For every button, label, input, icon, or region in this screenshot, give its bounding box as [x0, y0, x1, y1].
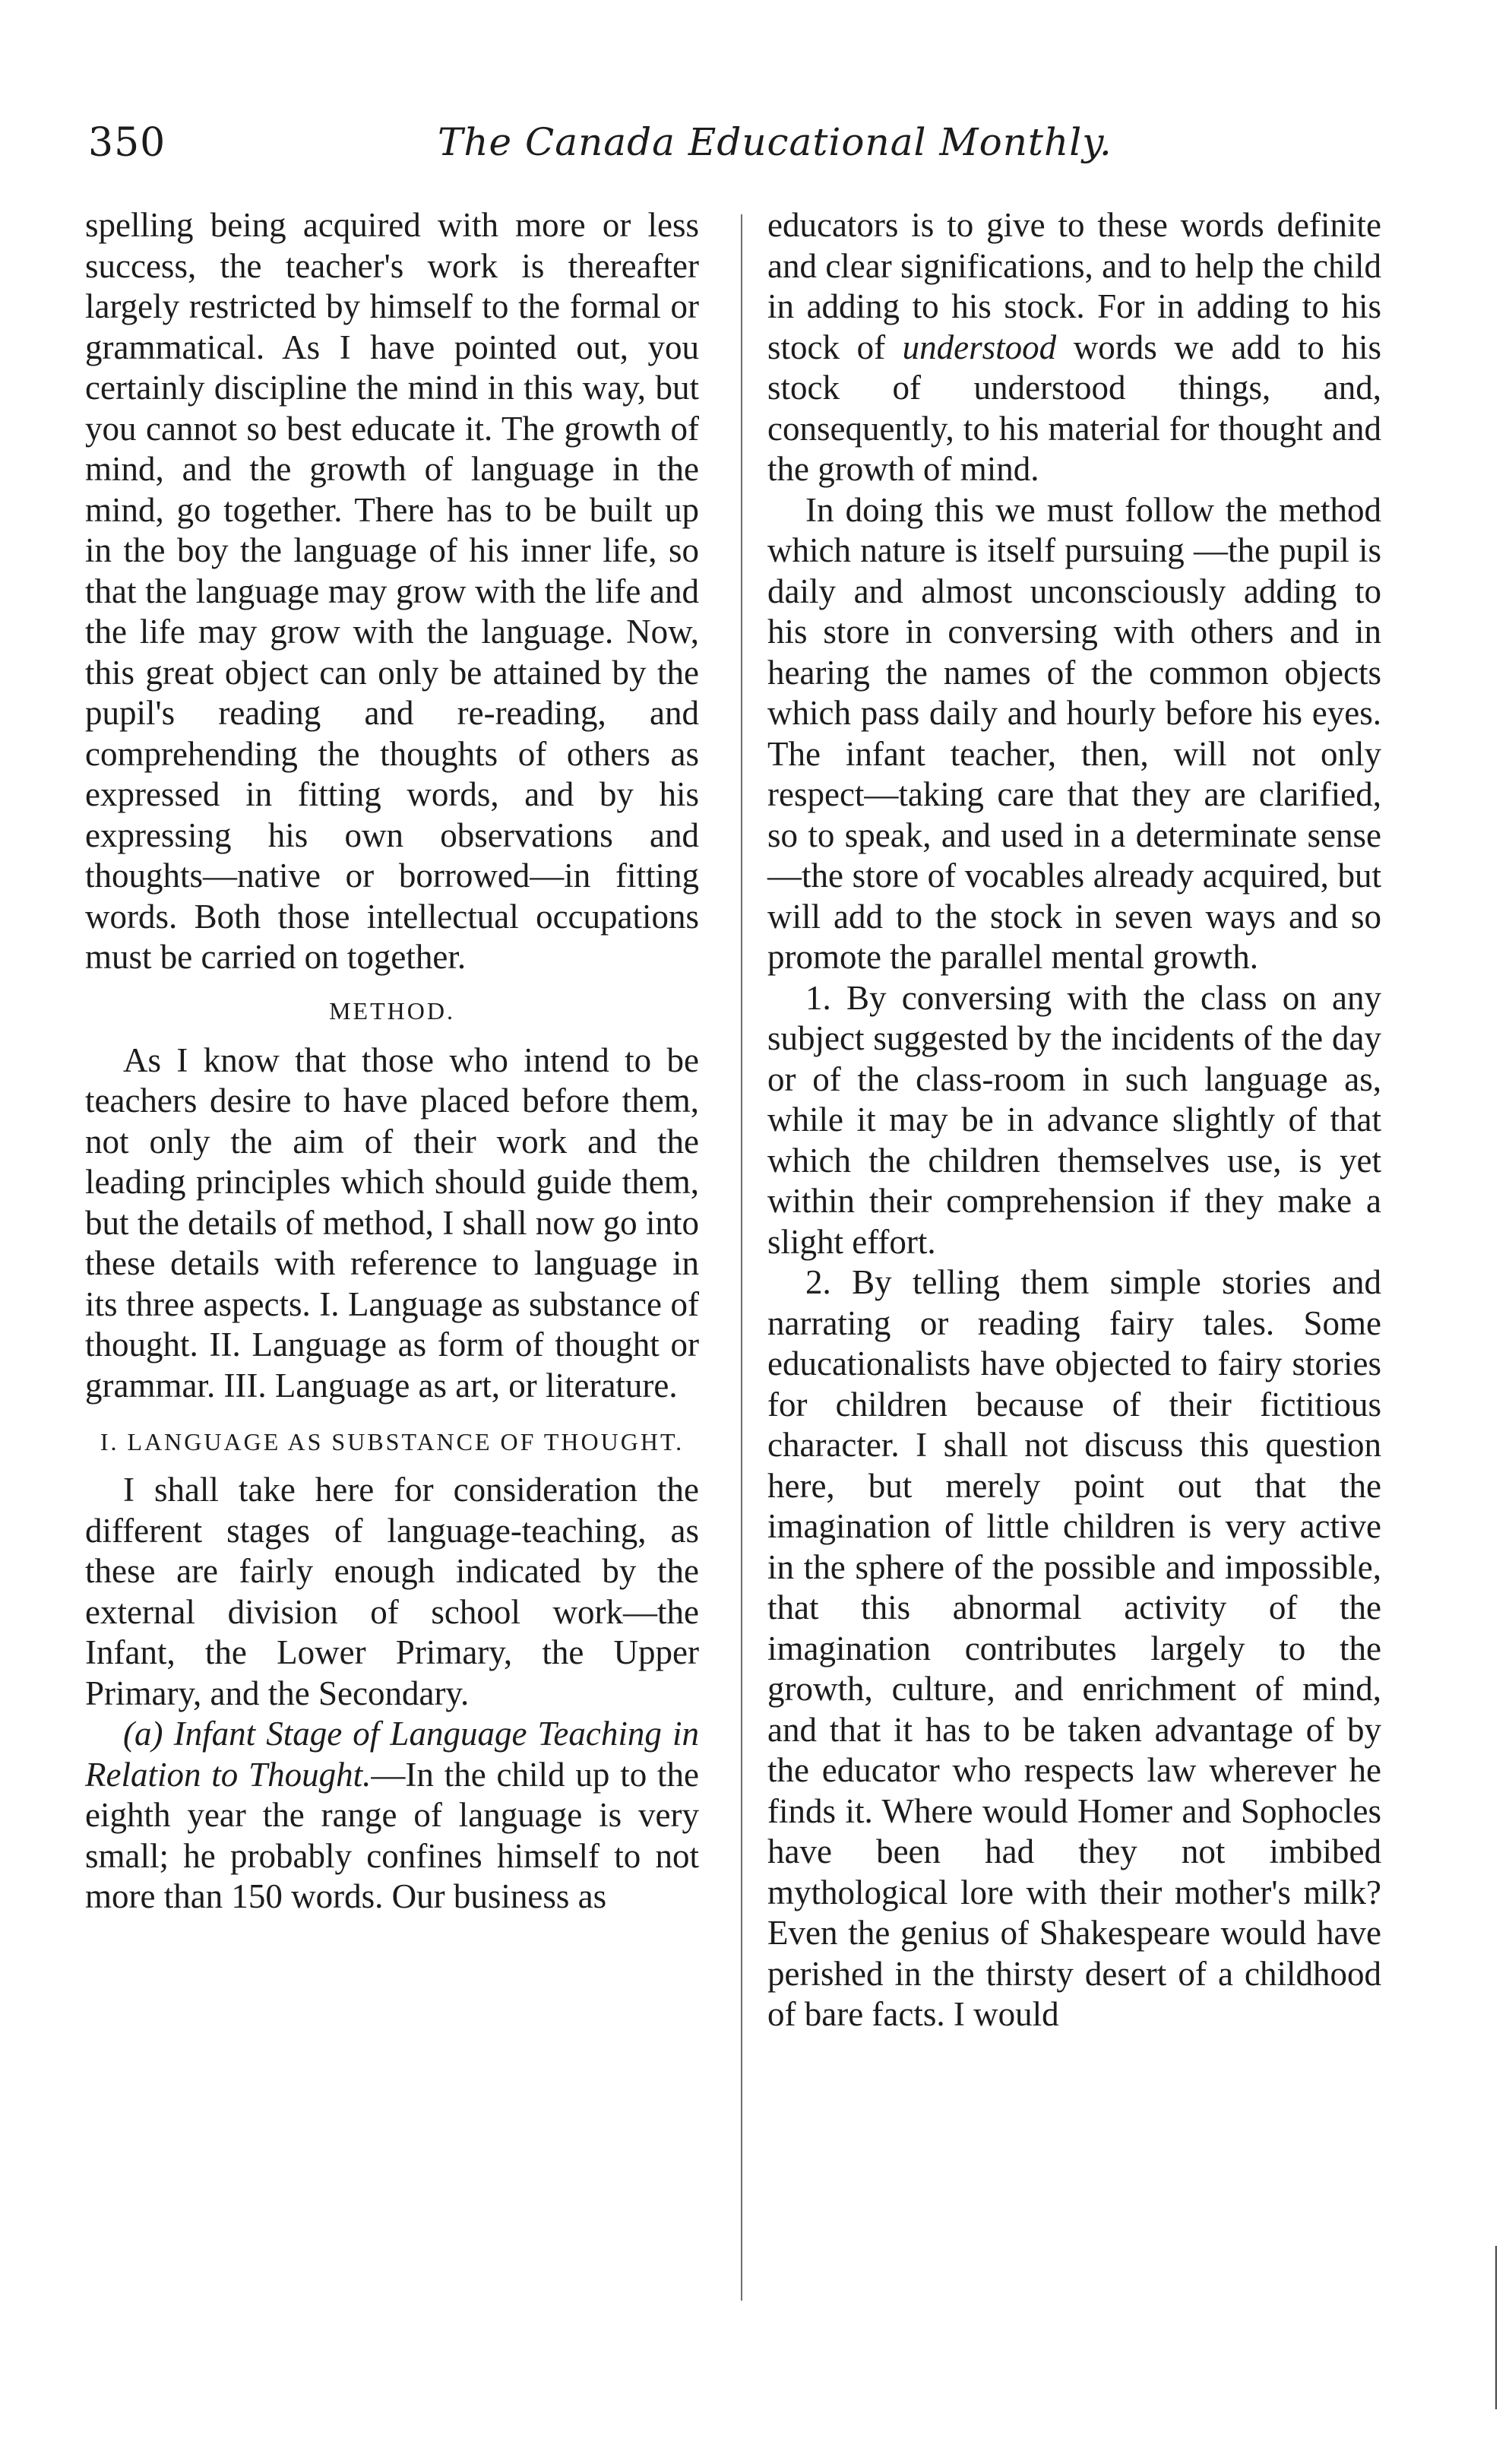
- column-divider: [741, 214, 742, 2301]
- page-number: 350: [88, 120, 166, 166]
- subsection-label: (a): [123, 1715, 163, 1753]
- paragraph: 1. By conversing with the class on any subject suggested by the incidents of the day or of the class-room in such language as, while it may be in advance slightly of that which the children themselves use, is yet within their comprehension if they make a slight effort.: [767, 978, 1381, 1261]
- emphasized-word: understood: [902, 328, 1057, 366]
- paragraph: In doing this we must follow the method which nature is itself pursuing —the pupil is daily and almost unconsciously adding to his store in conversing with others and in hearing the names of the common objects which pass daily and hourly before his eyes. The infant teacher, then, will not only respect—taking care that they are clarified, so to speak, and used in a determinate sense—the store of vocables already acquired, but will add to the stock in seven ways and so promote the parallel mental growth.: [767, 490, 1381, 976]
- scan-edge-line: [1495, 2246, 1497, 2409]
- paragraph: spelling being acquired with more or less success, the teacher's work is thereafter largely restricted by himself to the formal or grammatical. As I have pointed out, you certainly discipline the mind in this way, but you cannot so best educate it. The growth of mind, and the growth of language in the mind, go together. There has to be built up in the boy the language of his inner life, so that the language may grow with the life and the life may grow with the language. Now, this great object can only be attained by the pupil's reading and re-reading, and comprehending the thoughts of others as expressed in fitting words, and by his expressing his own observations and thoughts—native or borrowed—in fitting words. Both those intellectual occupations must be carried on together.: [85, 206, 699, 976]
- paragraph: [767, 205, 1381, 490]
- paragraph: As I know that those who intend to be teachers desire to have placed before them, not only the aim of their work and the leading principles which should guide them, but the details of method, I shall now go into these details with reference to language in its three aspects. I. Language as substance of thought. II. Language as form of thought or grammar. III. Language as art, or literature.: [85, 1040, 699, 1405]
- paragraph-text: words we add to his stock of understood things, and, consequently, to his material for thought and the growth of mind.: [767, 328, 1381, 488]
- subsection-title: Infant Stage of Language Teaching in Relation to Thought.: [85, 1715, 699, 1794]
- paragraph-text: educators is to give to these words definite and clear significations, and to help the child in adding to his stock. For in adding to his stock of: [767, 206, 1381, 366]
- paragraph: [85, 1714, 699, 1918]
- running-title: The Canada Educational Monthly.: [438, 120, 1112, 164]
- page-header: [88, 120, 1395, 181]
- section-heading-method: METHOD.: [329, 996, 455, 1025]
- right-column: [767, 205, 1381, 2035]
- left-column: [85, 205, 699, 1918]
- paragraph-text: —In the child up to the eighth year the range of language is very small; he probably confines himself to not more than 150 words. Our business as: [85, 1755, 700, 1915]
- paragraph: I shall take here for consideration the different stages of language-teaching, as these are fairly enough indicated by the external division of school work—the Infant, the Lower Primary, the Upper Primary, and the Secondary.: [85, 1471, 699, 1712]
- section-heading-language-substance: I. LANGUAGE AS SUBSTANCE OF THOUGHT.: [100, 1428, 685, 1455]
- paragraph: 2. By telling them simple stories and narrating or reading fairy tales. Some educationalists have objected to fairy stories for children because of their fictitious character. I shall not discuss this question here, but merely point out that the imagination of little children is very active in the sphere of the possible and impossible, that this abnormal activity of the imagination contributes largely to the growth, culture, and enrichment of mind, and that it has to be taken advantage of by the educator who respects law wherever he finds it. Where would Homer and Sophocles have been had they not imbibed mythological lore with their mother's milk? Even the genius of Shakespeare would have perished in the thirsty desert of a childhood of bare facts. I would: [767, 1263, 1381, 2033]
